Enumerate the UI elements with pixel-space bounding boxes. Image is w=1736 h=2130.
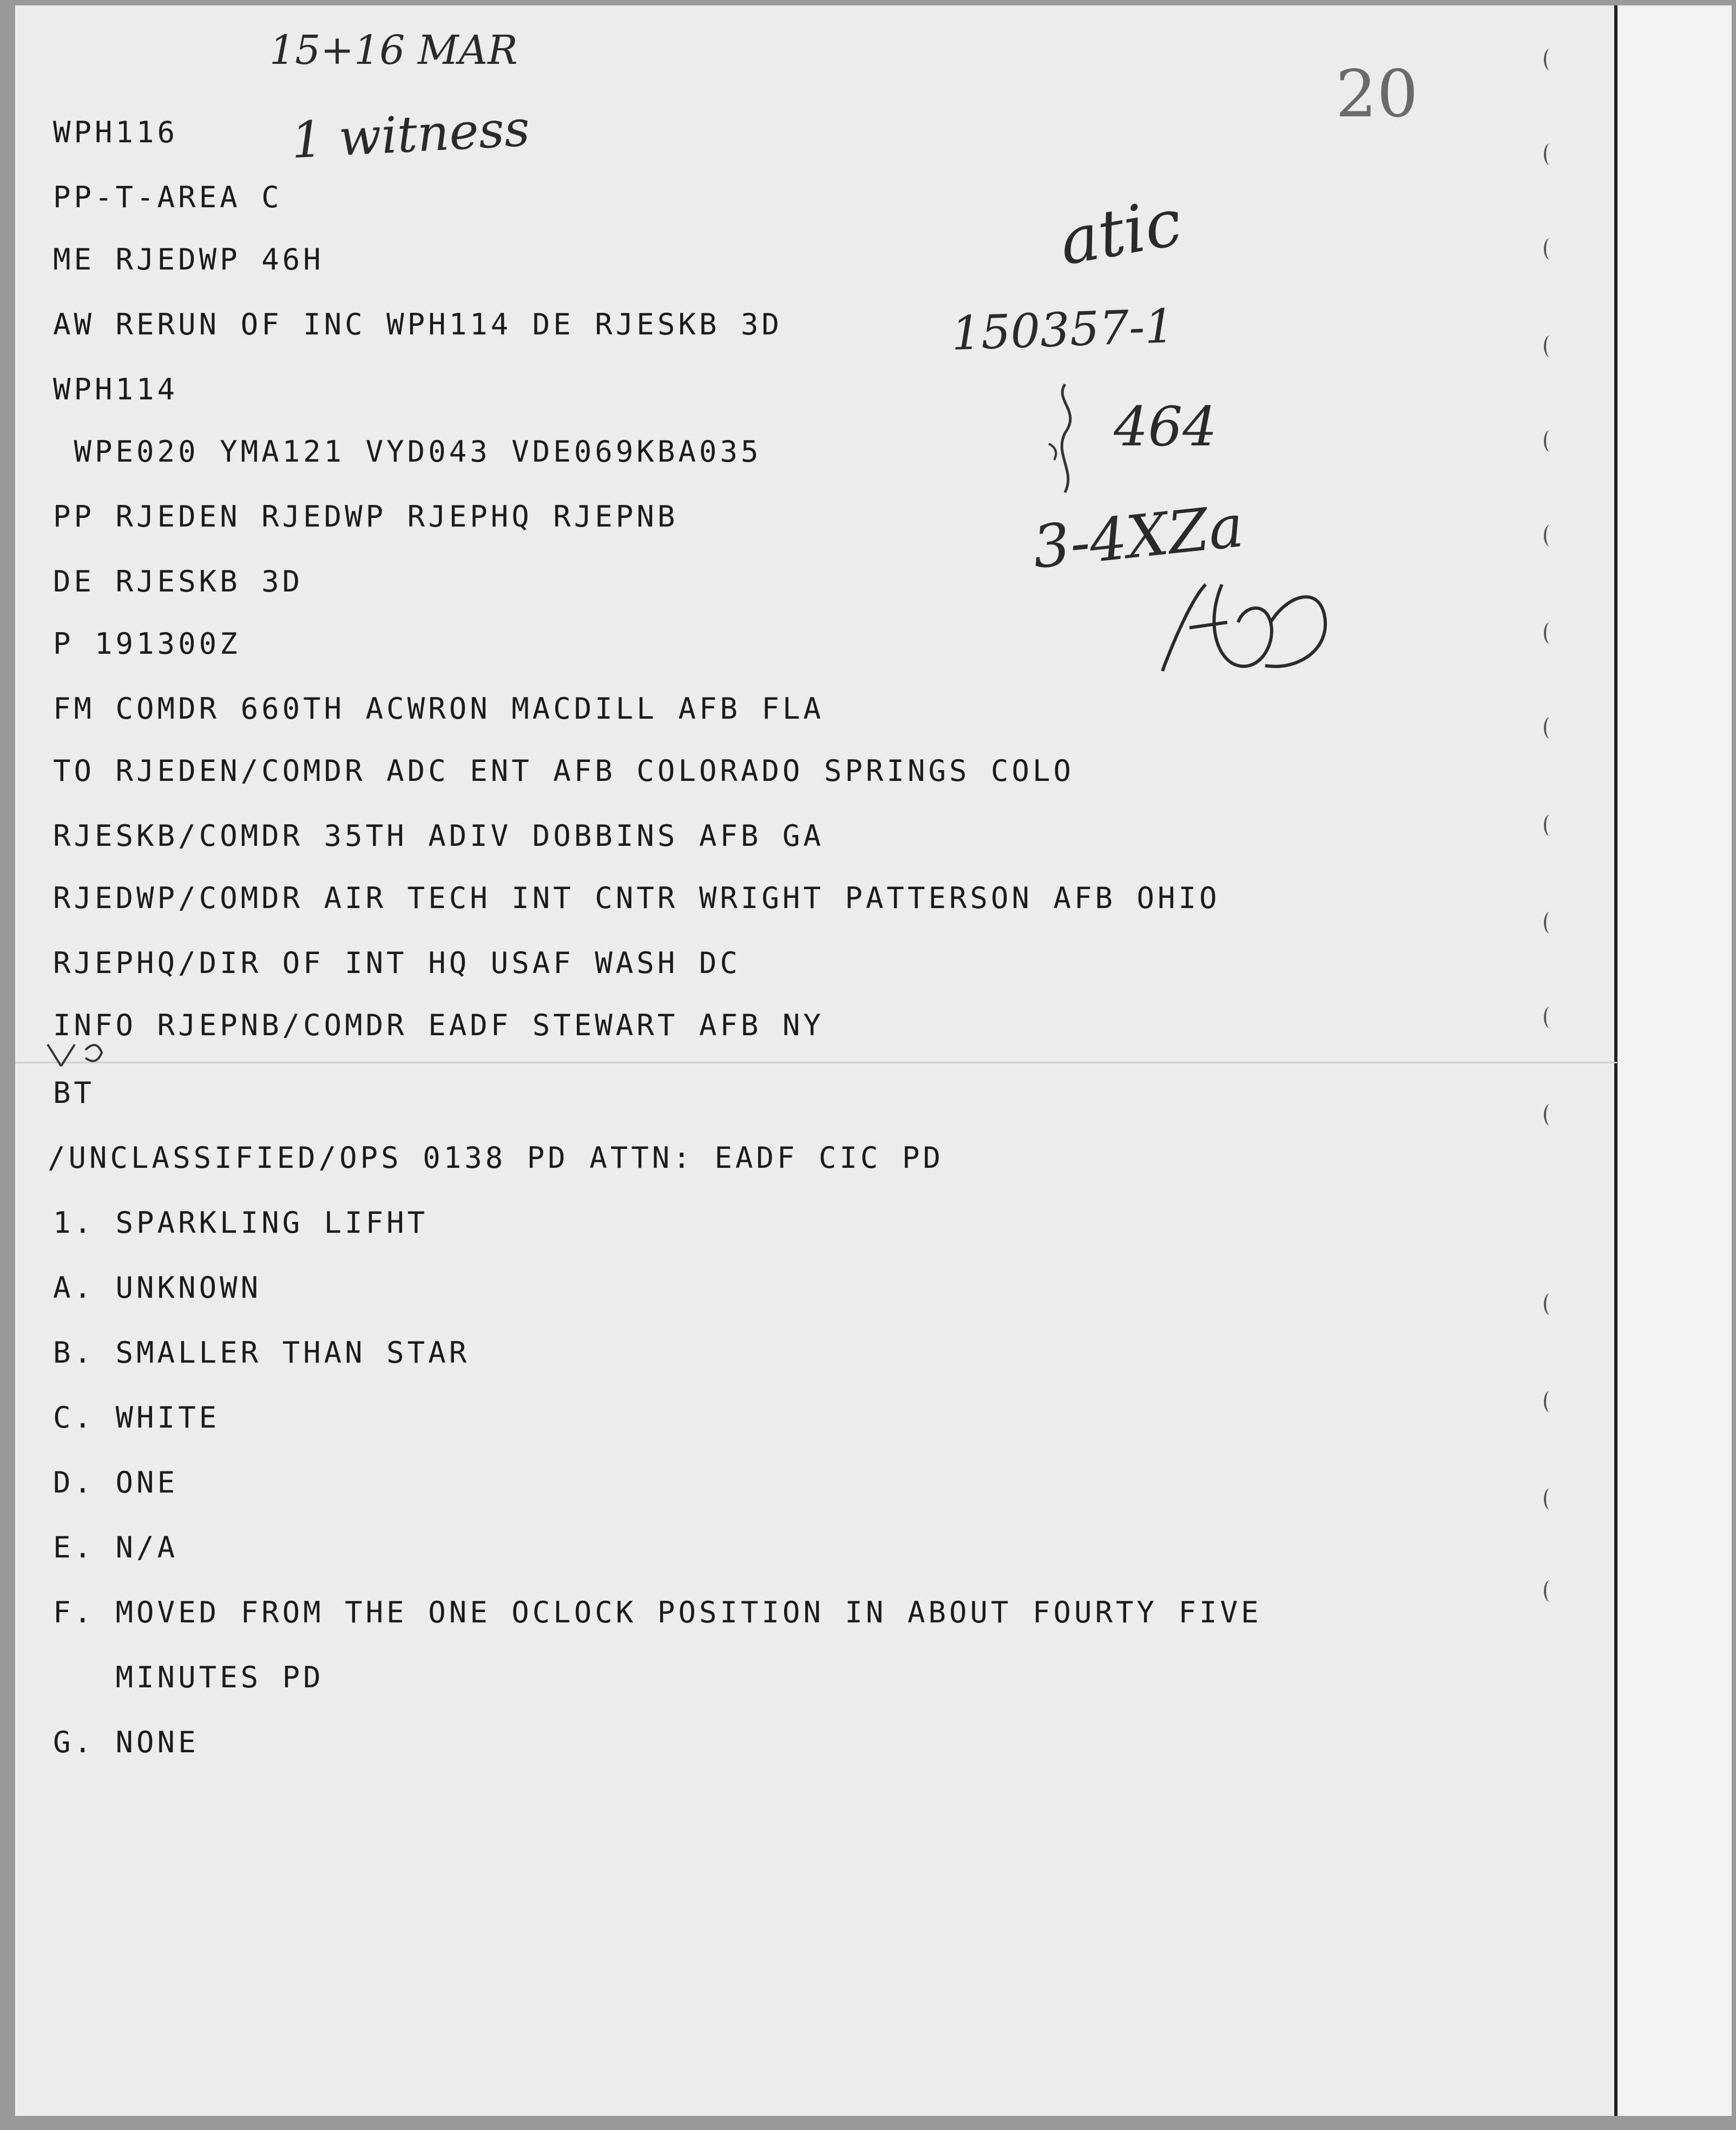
telex-line-item-g: G. NONE bbox=[53, 1725, 199, 1759]
telex-line-relay-codes: WPE020 YMA121 VYD043 VDE069KBA035 bbox=[53, 435, 762, 469]
handwritten-atic: atic bbox=[1054, 185, 1187, 280]
document-page bbox=[15, 5, 1732, 2116]
telex-line-routing: ME RJEDWP 46H bbox=[53, 242, 324, 277]
telex-line-item-1: 1. SPARKLING LIFHT bbox=[53, 1206, 429, 1240]
telex-line-addresses: PP RJEDEN RJEDWP RJEPHQ RJEPNB bbox=[53, 499, 679, 534]
telex-line-break: BT bbox=[53, 1076, 95, 1110]
telex-line-origin: DE RJESKB 3D bbox=[53, 564, 304, 599]
telex-line-to: TO RJEDEN/COMDR ADC ENT AFB COLORADO SPRINGS COLO bbox=[53, 754, 1075, 788]
telex-line-addressee-3: RJEDWP/COMDR AIR TECH INT CNTR WRIGHT PATTERSON AFB OHIO bbox=[53, 881, 1220, 915]
margin-mark bbox=[1544, 430, 1556, 452]
telex-line-precedence: PP-T-AREA C bbox=[53, 180, 282, 214]
telex-line-item-d: D. ONE bbox=[53, 1465, 179, 1500]
right-margin bbox=[1617, 5, 1732, 2116]
telex-line-message-id: WPH114 bbox=[53, 372, 179, 406]
handwritten-464: 464 bbox=[1114, 395, 1217, 458]
margin-mark bbox=[1544, 912, 1556, 933]
handwritten-bracket-mark bbox=[1043, 379, 1103, 498]
telex-line-header-id: WPH116 bbox=[53, 115, 179, 149]
margin-mark bbox=[1544, 622, 1556, 644]
margin-mark bbox=[1544, 814, 1556, 836]
margin-mark bbox=[1544, 1580, 1556, 1602]
margin-mark bbox=[1544, 336, 1556, 357]
telex-line-item-f: F. MOVED FROM THE ONE OCLOCK POSITION IN ABOUT FOURTY FIVE bbox=[53, 1595, 1262, 1629]
telex-line-addressee-4: RJEPHQ/DIR OF INT HQ USAF WASH DC bbox=[53, 946, 741, 980]
handwritten-initials-scribble bbox=[1146, 563, 1341, 682]
margin-mark bbox=[1544, 1391, 1556, 1412]
telex-line-item-f-cont: MINUTES PD bbox=[53, 1660, 324, 1694]
margin-mark bbox=[1544, 525, 1556, 547]
fold-crease bbox=[15, 1062, 1617, 1063]
telex-line-rerun: AW RERUN OF INC WPH114 DE RJESKB 3D bbox=[53, 307, 782, 341]
telex-line-item-e: E. N/A bbox=[53, 1530, 179, 1564]
page-edge-line bbox=[1614, 5, 1617, 2116]
handwritten-page-number: 20 bbox=[1336, 57, 1418, 132]
margin-mark bbox=[1544, 717, 1556, 739]
telex-line-item-a: A. UNKNOWN bbox=[53, 1271, 262, 1305]
handwritten-witness-note: 1 witness bbox=[290, 99, 531, 170]
margin-mark bbox=[1544, 1488, 1556, 1510]
handwritten-file-code: 3-4XZa bbox=[1029, 492, 1247, 582]
handwritten-date: 15+16 MAR bbox=[269, 27, 518, 74]
margin-mark bbox=[1544, 143, 1556, 165]
telex-line-item-c: C. WHITE bbox=[53, 1401, 220, 1435]
handwritten-file-number: 150357-1 bbox=[950, 299, 1175, 361]
margin-mark bbox=[1544, 1007, 1556, 1028]
margin-mark bbox=[1544, 1293, 1556, 1315]
margin-mark bbox=[1544, 1104, 1556, 1126]
telex-line-item-b: B. SMALLER THAN STAR bbox=[53, 1336, 470, 1370]
margin-mark bbox=[1544, 49, 1556, 70]
margin-mark bbox=[1544, 238, 1556, 260]
telex-line-addressee-2: RJESKB/COMDR 35TH ADIV DOBBINS AFB GA bbox=[53, 819, 824, 853]
telex-line-from: FM COMDR 660TH ACWRON MACDILL AFB FLA bbox=[53, 692, 824, 726]
telex-line-dtg: P 191300Z bbox=[53, 627, 241, 661]
telex-line-info: INFO RJEPNB/COMDR EADF STEWART AFB NY bbox=[53, 1008, 824, 1042]
telex-line-classification: /UNCLASSIFIED/OPS 0138 PD ATTN: EADF CIC PD bbox=[48, 1141, 944, 1175]
